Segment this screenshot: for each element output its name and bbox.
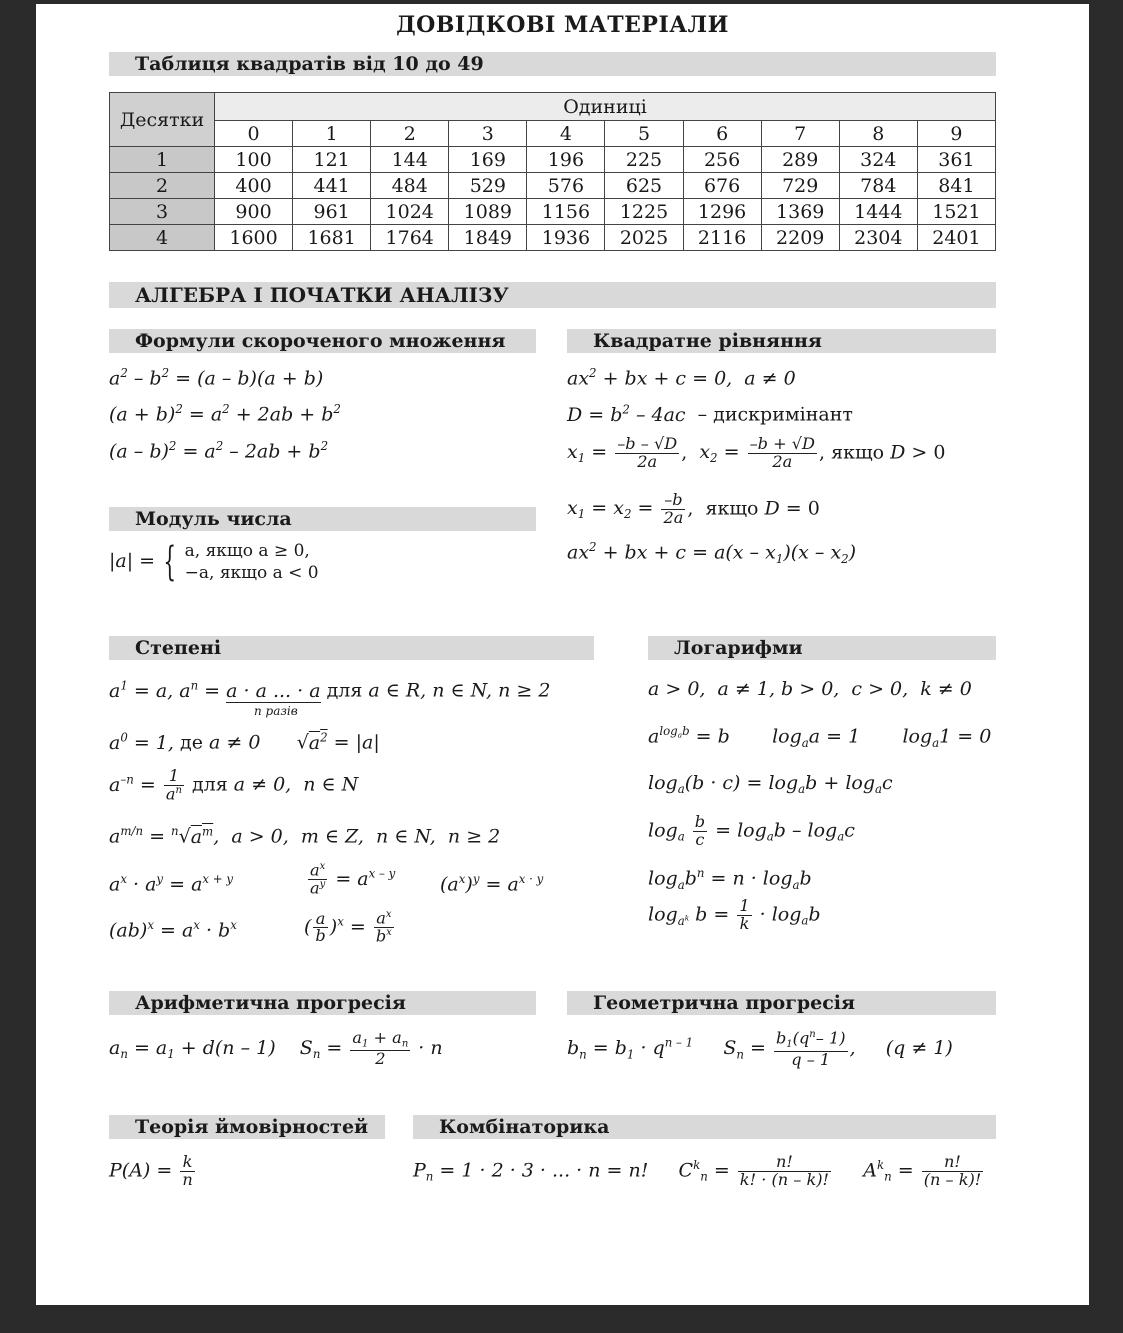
formula-factorization: $ax^2$ + bx + $c = a(x - x_1)(x - x_2)$ (567, 540, 857, 566)
discriminant-label: – дискримінант (697, 403, 853, 426)
square-cell: 484 (371, 173, 449, 199)
units-header: Одиниці (215, 93, 996, 121)
square-cell: 961 (293, 199, 371, 225)
square-cell: 1156 (527, 199, 605, 225)
square-cell: 1521 (917, 199, 995, 225)
tens-cell: 2 (110, 173, 215, 199)
formula-combinatorics: $P_n = 1 \cdot 2 \cdot 3$ · ... · n = n! $C^k_n$ = $\frac{n!}{k! \cdot (n - k)!}$ $A^k_n$ = $\frac{n!}{(n - k)!}$ (413, 1152, 982, 1189)
for-label-2: для (191, 773, 228, 796)
square-cell: 576 (527, 173, 605, 199)
logs-header: Логарифми (648, 636, 996, 660)
formula-log-power: $\log_ab^n = n \cdot \log_ab$ (648, 866, 812, 892)
n-times-label: n разів (254, 704, 298, 718)
table-row (110, 199, 996, 225)
square-cell: 324 (839, 147, 917, 173)
formula-quadratic: $ax^2$ + bx + c = 0, a ≠ 0 (567, 366, 796, 390)
quadratic-header: Квадратне рівняння (567, 329, 996, 353)
square-cell: 1444 (839, 199, 917, 225)
square-cell: 2401 (917, 225, 995, 251)
comb-header: Комбінаторика (413, 1115, 996, 1139)
formula-sum-square: $(a + b)^2 = a^2 + 2ab + b^2$ (109, 402, 341, 426)
formula-quotient-powers: $\frac{a^x}{a^y}$ = $a^{x - y}$ (310, 860, 396, 898)
for-label-1: для (326, 679, 363, 702)
formula-log-identity: $a^{log_ab} = b$ $\log_aa = 1$ $\log_a1 = 0$ (648, 724, 992, 750)
square-cell: 100 (215, 147, 293, 173)
page-title: ДОВІДКОВІ МАТЕРІАЛИ (396, 12, 729, 38)
square-cell: 2025 (605, 225, 683, 251)
square-cell: 1936 (527, 225, 605, 251)
formula-fractional-power: $a^{m/n} = ^n√a^m$, a > 0, m ∈ Z, n ∈ N, n ≥ 2 (109, 824, 501, 848)
square-cell: 1296 (683, 199, 761, 225)
formula-roots: $x_1$ = $\frac{-b - √D}{2a}$ , $x_2$ = $\frac{-b + √D}{2a}$ , якщо D > 0 (567, 434, 946, 471)
formula-zero-power: $a^0 = 1$, де a ≠ 0 $√a^2 = |a|$ (109, 730, 380, 754)
formula-geom: $b_n = b_1 \cdot q^{n - 1}$ $S_n$ = $\frac{b_1(q^n- 1)}{q - 1}$ , (q ≠ 1) (567, 1028, 953, 1069)
formula-log-product: $\log_a(b \cdot c) = \log_ab + \log_ac$ (648, 772, 893, 797)
square-cell: 729 (761, 173, 839, 199)
square-cell: 529 (449, 173, 527, 199)
table-row (110, 147, 996, 173)
square-cell: 2209 (761, 225, 839, 251)
unit-header-8: 8 (839, 121, 917, 147)
square-cell: 400 (215, 173, 293, 199)
square-cell: 441 (293, 173, 371, 199)
formula-power-of-power: $(a^x)^y = a^{x \cdot y}$ (440, 872, 544, 896)
unit-header-1: 1 (293, 121, 371, 147)
reference-sheet (36, 4, 1089, 1305)
square-cell: 196 (527, 147, 605, 173)
geom-header: Геометрична прогресія (567, 991, 996, 1015)
formula-double-root: $x_1 = x_2$ = $\frac{-b}{2a}$ , якщо D = 0 (567, 490, 820, 527)
formula-power-def: $a^1 = a$, $a^n = a \cdot a$ ... · a для a ∈ R, n ∈ N, n ≥ 2 (109, 678, 551, 702)
arith-header: Арифметична прогресія (109, 991, 536, 1015)
if-label-2: якщо (705, 497, 759, 520)
where-label: де (180, 731, 203, 754)
formula-diff-square: $(a - b)^2 = a^2 - 2ab + b^2$ (109, 439, 329, 463)
square-cell: 841 (917, 173, 995, 199)
table-row (110, 173, 996, 199)
square-cell: 1681 (293, 225, 371, 251)
squares-table (109, 92, 996, 251)
squares-header: Таблиця квадратів від 10 до 49 (109, 52, 996, 76)
squares-body (110, 147, 996, 251)
tens-cell: 3 (110, 199, 215, 225)
unit-header-0: 0 (215, 121, 293, 147)
formula-probability: P(A) = $\frac{k}{n}$ (109, 1152, 193, 1189)
square-cell: 169 (449, 147, 527, 173)
square-cell: 225 (605, 147, 683, 173)
square-cell: 256 (683, 147, 761, 173)
modulus-header: Модуль числа (109, 507, 536, 531)
square-cell: 1089 (449, 199, 527, 225)
unit-header-9: 9 (917, 121, 995, 147)
square-cell: 361 (917, 147, 995, 173)
unit-header-4: 4 (527, 121, 605, 147)
square-cell: 289 (761, 147, 839, 173)
if-label-1: якщо (831, 441, 885, 464)
formula-product-powers: $a^x \cdot a^y = a^{x + y}$ (109, 872, 234, 896)
modulus-case-positive: a, якщо a ≥ 0, (184, 541, 310, 561)
formula-discriminant: $D = b^2 - 4ac$ – дискримінант (567, 402, 853, 426)
algebra-header: АЛГЕБРА І ПОЧАТКИ АНАЛІЗУ (109, 282, 996, 308)
unit-header-7: 7 (761, 121, 839, 147)
formula-quotient-power: ( $\frac{a}{b}$ )$^x$ = $\frac{a^x}{b^x}$ (304, 908, 392, 946)
units-row (110, 121, 996, 147)
formula-modulus: |a| = { a, якщо a ≥ 0, −a, якщо a < 0 (109, 539, 319, 586)
unit-header-5: 5 (605, 121, 683, 147)
square-cell: 676 (683, 173, 761, 199)
unit-header-6: 6 (683, 121, 761, 147)
square-cell: 1369 (761, 199, 839, 225)
formula-log-conditions: a > 0, a ≠ 1, b > 0, c > 0, k ≠ 0 (648, 678, 972, 700)
square-cell: 1849 (449, 225, 527, 251)
square-cell: 2116 (683, 225, 761, 251)
square-cell: 1225 (605, 199, 683, 225)
tens-cell: 4 (110, 225, 215, 251)
square-cell: 1764 (371, 225, 449, 251)
table-row (110, 225, 996, 251)
formula-log-quotient: $\log_a$ $\frac{b}{c}$ = $\log_ab - \log_ac$ (648, 812, 855, 849)
square-cell: 1024 (371, 199, 449, 225)
square-cell: 121 (293, 147, 371, 173)
square-cell: 900 (215, 199, 293, 225)
prob-header: Теорія ймовірностей (109, 1115, 385, 1139)
formula-product-power: $(ab)^x = a^x \cdot b^x$ (109, 918, 237, 942)
square-cell: 1600 (215, 225, 293, 251)
formula-diff-squares: $a^2 - b^2 = (a - b)(a + b)$ (109, 366, 324, 390)
square-cell: 625 (605, 173, 683, 199)
formula-arith: $a_n = a_1 + d(n - 1)$ $S_n$ = $\frac{a_1 + a_n}{2}$ · n (109, 1028, 443, 1069)
unit-header-3: 3 (449, 121, 527, 147)
modulus-case-negative: −a, якщо a < 0 (184, 563, 319, 584)
square-cell: 784 (839, 173, 917, 199)
powers-header: Степені (109, 636, 594, 660)
tens-header: Десятки (110, 93, 215, 147)
formula-log-base-power: $\log_{a^k} b$ = $\frac{1}{k}$ · $\log_ab$ (648, 896, 821, 933)
square-cell: 144 (371, 147, 449, 173)
unit-header-2: 2 (371, 121, 449, 147)
tens-cell: 1 (110, 147, 215, 173)
short-mult-header: Формули скороченого множення (109, 329, 536, 353)
formula-negative-power: $a^{-n}$ = $\frac{1}{a^n}$ для a ≠ 0, n ∈ N (109, 766, 359, 804)
square-cell: 2304 (839, 225, 917, 251)
